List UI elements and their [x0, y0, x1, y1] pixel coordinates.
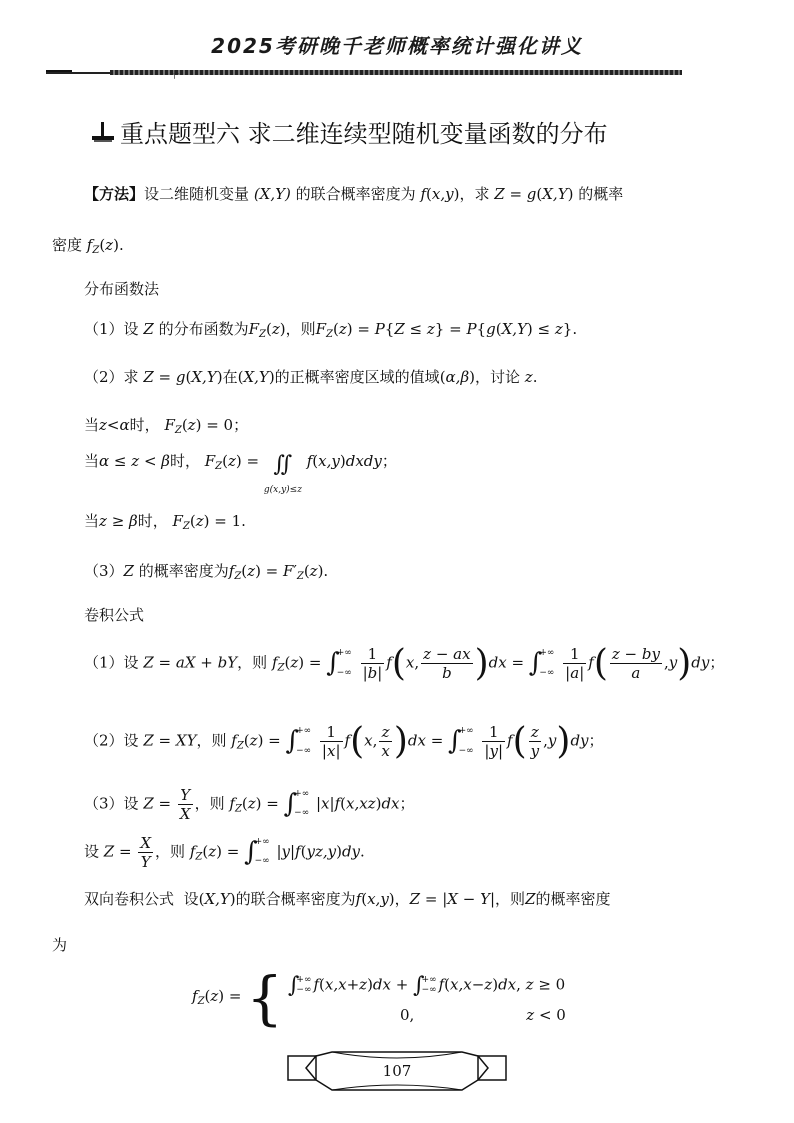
page-number: 107 — [382, 1062, 412, 1080]
conv-formula-3: （3）设 Z = $\frac{Y}{X}$ ，则 $f_Z(z)$ = ∫+∞ −∞ |x|f(x,xz)dx； — [84, 786, 415, 823]
case-2: 当α ≤ z < β时， $F_Z(z)$ = ∬ g(x,y)≤z f(x,y)dxdy； — [84, 452, 397, 496]
case-3: 当z ≥ β时， $F_Z(z) = 1$. — [84, 512, 246, 532]
header-rule-mark: 十 — [170, 71, 180, 81]
header-rule-thick — [110, 70, 682, 75]
conv-formula-1: （1）设 Z = aX + bY，则 $f_Z(z)$ = ∫+∞ −∞ $\frac{1}{|b|}$ f(x, $\frac{z - ax}{b}$ )dx = ∫+∞ −∞ $\frac{1}{|a|}$ f( $\frac{z - by}{a}$ ,y)dy； — [84, 643, 725, 684]
two-way-line-2: 为 — [52, 936, 68, 954]
method-line-2: 密度 $f_Z(z)$. — [52, 236, 124, 256]
dist-method-heading: 分布函数法 — [84, 280, 160, 298]
dist-step-2: （2）求 Z = g(X,Y)在(X,Y)的正概率密度区域的值域(α,β)，讨论 z. — [84, 368, 538, 386]
section-title-text: 重点题型六 求二维连续型随机变量函数的分布 — [120, 120, 608, 148]
conv-heading: 卷积公式 — [84, 606, 145, 624]
dist-step-1: （1）设 Z 的分布函数为$F_Z(z)$，则$F_Z(z) = P\{Z \le z\} = P\{g(X,Y) \le z\}$. — [84, 320, 578, 340]
two-way-piecewise: $f_Z(z)$ = { ∫+∞ −∞ f(x,x+z)dx + ∫+∞ −∞ f(x,x−z)dx, z ≥ 0 0, z < 0 — [192, 963, 566, 1032]
dist-step-3: （3）Z 的概率密度为$f_Z(z) = F'_Z(z)$. — [84, 562, 329, 582]
case-1: 当z<α时， $F_Z(z) = 0$； — [84, 416, 249, 436]
conv-formula-4: 设 Z = $\frac{X}{Y}$ ，则 $f_Z(z)$ = ∫+∞ −∞ |y|f(yz,y)dy. — [84, 834, 365, 871]
two-way-line-1: 双向卷积公式 设(X,Y)的联合概率密度为f(x,y)，Z = |X − Y|，则Z的概率密度 — [84, 890, 611, 908]
method-label: 【方法】 — [84, 185, 145, 203]
method-line-1: 【方法】设二维随机变量 (X,Y) 的联合概率密度为 f(x,y)，求 Z = g(X,Y) 的概率 — [84, 185, 624, 203]
running-header: 2025考研晚千老师概率统计强化讲义 — [211, 34, 583, 58]
pin-icon — [90, 120, 116, 146]
conv-formula-2: （2）设 Z = XY，则 $f_Z(z)$ = ∫+∞ −∞ $\frac{1}{|x|}$ f(x, $\frac{z}{x}$ )dx = ∫+∞ −∞ $\frac{1}{|y|}$ f( $\frac{z}{y}$ ,y)dy； — [84, 721, 604, 762]
section-title — [90, 114, 608, 149]
